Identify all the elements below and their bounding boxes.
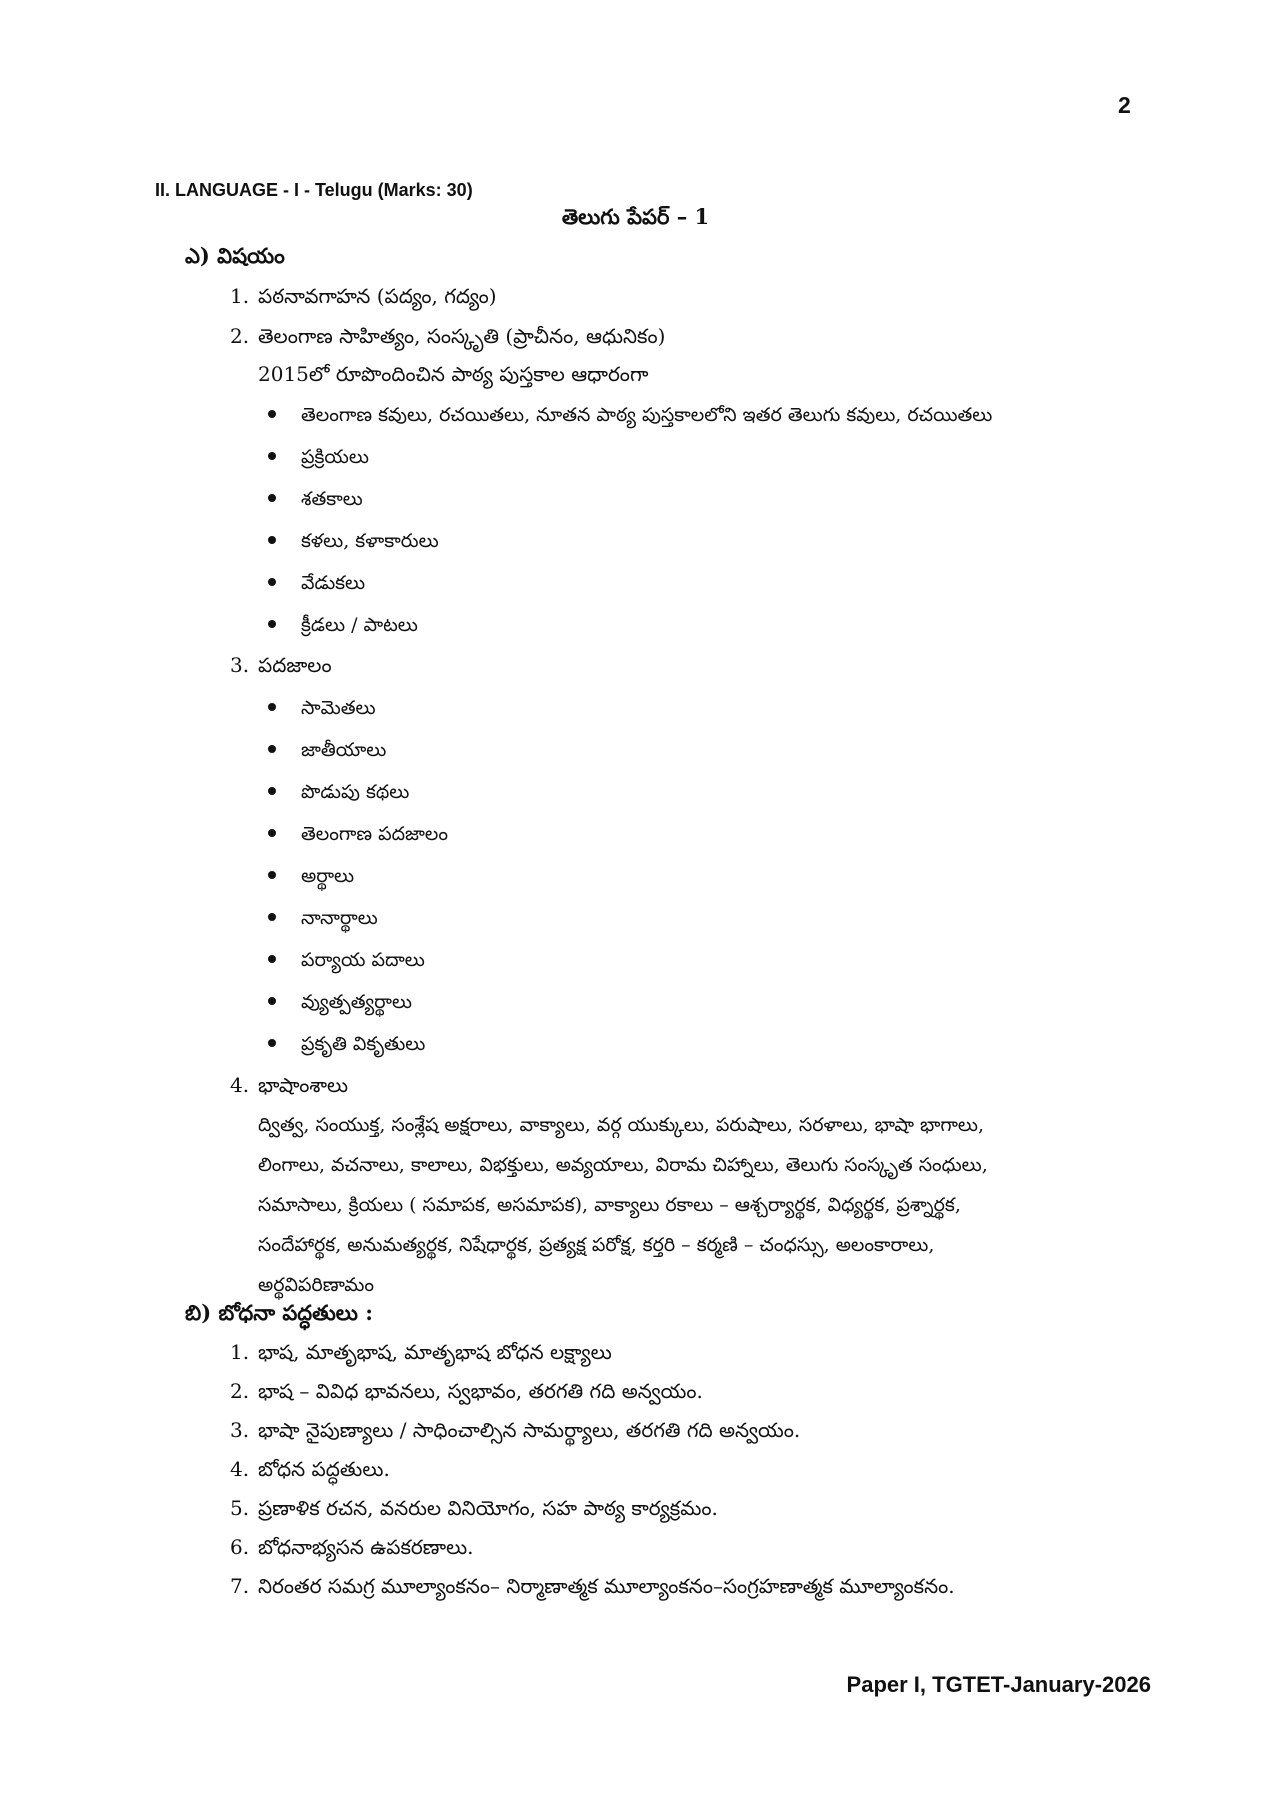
item-text: తెలంగాణ సాహిత్యం, సంస్కృతి (ప్రాచీనం, ఆధునికం) bbox=[258, 324, 666, 348]
bullet-text: ప్రక్రియలు bbox=[301, 446, 369, 468]
part-a-item-4-paragraph bbox=[258, 1105, 1118, 1305]
page-footer: Paper I, TGTET-January-2026 bbox=[846, 1672, 1151, 1697]
bullet-icon bbox=[268, 913, 276, 921]
item-number: 1. bbox=[230, 284, 250, 308]
part-b-item-4 bbox=[230, 1457, 390, 1486]
bullet-text: నానార్థాలు bbox=[301, 907, 378, 929]
paragraph-line: సమాసాలు, క్రియలు ( సమాపక, అసమాపక), వాక్యాలు రకాలు – ఆశ్చర్యార్థక, విధ్యర్థక, ప్రశ్నార్థక, bbox=[258, 1194, 961, 1216]
bullet-icon bbox=[268, 578, 276, 586]
item-text: పదజాలం bbox=[258, 653, 332, 677]
bullet-icon bbox=[268, 410, 276, 418]
bullet-item bbox=[268, 446, 369, 473]
bullet-text: పర్యాయ పదాలు bbox=[301, 949, 425, 971]
bullet-text: తెలంగాణ కవులు, రచయితలు, నూతన పాఠ్య పుస్తకాలలోని ఇతర తెలుగు కవులు, రచయితలు bbox=[301, 404, 993, 426]
bullet-text: వ్యుత్పత్యర్థాలు bbox=[301, 991, 412, 1013]
bullet-text: కళలు, కళాకారులు bbox=[301, 530, 439, 552]
part-b-item-6 bbox=[230, 1535, 474, 1564]
paragraph-line: ద్విత్వ, సంయుక్త, సంశ్లేష అక్షరాలు, వాక్యాలు, వర్గ యుక్కులు, పరుషాలు, సరళాలు, భాషా భాగాలు, bbox=[258, 1114, 984, 1136]
part-b-item-1 bbox=[230, 1340, 612, 1369]
page-number: 2 bbox=[1118, 92, 1131, 118]
bullet-text: తెలంగాణ పదజాలం bbox=[301, 823, 449, 845]
item-number: 7. bbox=[230, 1574, 250, 1598]
bullet-item bbox=[268, 781, 409, 808]
bullet-item bbox=[268, 530, 439, 557]
section-heading: II. LANGUAGE - I - Telugu (Marks: 30) bbox=[155, 180, 473, 200]
part-a-heading: ఎ) విషయం bbox=[185, 243, 285, 268]
item-text: భాష – వివిధ భావనలు, స్వభావం, తరగతి గది అన్వయం. bbox=[258, 1379, 703, 1403]
part-b-item-2 bbox=[230, 1379, 703, 1408]
item-number: 4. bbox=[230, 1073, 250, 1097]
item-text: బోధన పద్ధతులు. bbox=[258, 1457, 390, 1481]
bullet-text: వేడుకలు bbox=[301, 572, 366, 594]
bullet-icon bbox=[268, 955, 276, 963]
item-text: బోధనాభ్యసన ఉపకరణాలు. bbox=[258, 1535, 474, 1559]
bullet-icon bbox=[268, 745, 276, 753]
part-a-item-3 bbox=[230, 653, 332, 682]
bullet-icon bbox=[268, 703, 276, 711]
part-a-item-2 bbox=[230, 324, 665, 353]
bullet-item bbox=[268, 572, 365, 599]
item-number: 2. bbox=[230, 324, 250, 348]
item-number: 3. bbox=[230, 1418, 250, 1442]
bullet-item bbox=[268, 1033, 425, 1060]
item-text: ప్రణాళిక రచన, వనరుల వినియోగం, సహ పాఠ్య కార్యక్రమం. bbox=[258, 1496, 718, 1520]
bullet-icon bbox=[268, 829, 276, 837]
paper-title: తెలుగు పేపర్ – 1 bbox=[561, 204, 710, 229]
item-number: 4. bbox=[230, 1457, 250, 1481]
bullet-icon bbox=[268, 536, 276, 544]
item-text: నిరంతర సమగ్ర మూల్యాంకనం– నిర్మాణాత్మక మూల్యాంకనం–సంగ్రహణాత్మక మూల్యాంకనం. bbox=[258, 1574, 955, 1598]
bullet-text: ప్రకృతి వికృతులు bbox=[301, 1033, 426, 1055]
item-text: పఠనావగాహన (పద్యం, గద్యం) bbox=[258, 284, 497, 308]
bullet-icon bbox=[268, 1039, 276, 1047]
paragraph-line: సందేహార్థక, అనుమత్యర్థక, నిషేధార్థక, ప్రత్యక్ష పరోక్ష, కర్తరి – కర్మణి – చంధస్సు, అలంకారాలు, bbox=[258, 1234, 935, 1256]
item-text: భాషాంశాలు bbox=[258, 1073, 349, 1097]
item-text: భాష, మాతృభాష, మాతృభాష బోధన లక్ష్యాలు bbox=[258, 1340, 612, 1364]
paragraph-line: అర్థవిపరిణామం bbox=[258, 1274, 375, 1296]
part-a-item-2-subtitle: 2015లో రూపొందించిన పాఠ్య పుస్తకాల ఆధారంగా bbox=[258, 362, 649, 386]
item-number: 5. bbox=[230, 1496, 250, 1520]
part-b-heading: బి) బోధనా పద్ధతులు : bbox=[185, 1300, 373, 1325]
bullet-icon bbox=[268, 452, 276, 460]
part-a-item-1 bbox=[230, 284, 497, 313]
item-number: 3. bbox=[230, 653, 250, 677]
bullet-text: పొడుపు కథలు bbox=[301, 781, 410, 803]
item-number: 1. bbox=[230, 1340, 250, 1364]
bullet-item bbox=[268, 907, 378, 934]
bullet-item bbox=[268, 697, 376, 724]
bullet-text: శతకాలు bbox=[301, 488, 363, 510]
item-number: 6. bbox=[230, 1535, 250, 1559]
item-text: భాషా నైపుణ్యాలు / సాధించాల్సిన సామర్థ్యాలు, తరగతి గది అన్వయం. bbox=[258, 1418, 801, 1442]
bullet-text: అర్థాలు bbox=[301, 865, 355, 887]
item-number: 2. bbox=[230, 1379, 250, 1403]
bullet-item bbox=[268, 404, 992, 431]
bullet-item bbox=[268, 991, 412, 1018]
bullet-icon bbox=[268, 787, 276, 795]
paragraph-line: లింగాలు, వచనాలు, కాలాలు, విభక్తులు, అవ్యయాలు, విరామ చిహ్నాలు, తెలుగు సంస్కృత సంధులు, bbox=[258, 1154, 988, 1176]
bullet-item bbox=[268, 823, 448, 850]
part-a-item-4 bbox=[230, 1073, 348, 1102]
bullet-text: జాతీయాలు bbox=[301, 739, 387, 761]
bullet-item bbox=[268, 949, 425, 976]
bullet-item bbox=[268, 739, 386, 766]
bullet-item bbox=[268, 865, 354, 892]
bullet-icon bbox=[268, 494, 276, 502]
bullet-text: సామెతలు bbox=[301, 697, 376, 719]
part-b-item-3 bbox=[230, 1418, 800, 1447]
part-b-item-7 bbox=[230, 1574, 955, 1603]
bullet-text: క్రీడలు / పాటలు bbox=[301, 614, 418, 636]
bullet-item bbox=[268, 614, 418, 641]
part-b-item-5 bbox=[230, 1496, 718, 1525]
bullet-item bbox=[268, 488, 363, 515]
bullet-icon bbox=[268, 997, 276, 1005]
bullet-icon bbox=[268, 871, 276, 879]
bullet-icon bbox=[268, 620, 276, 628]
